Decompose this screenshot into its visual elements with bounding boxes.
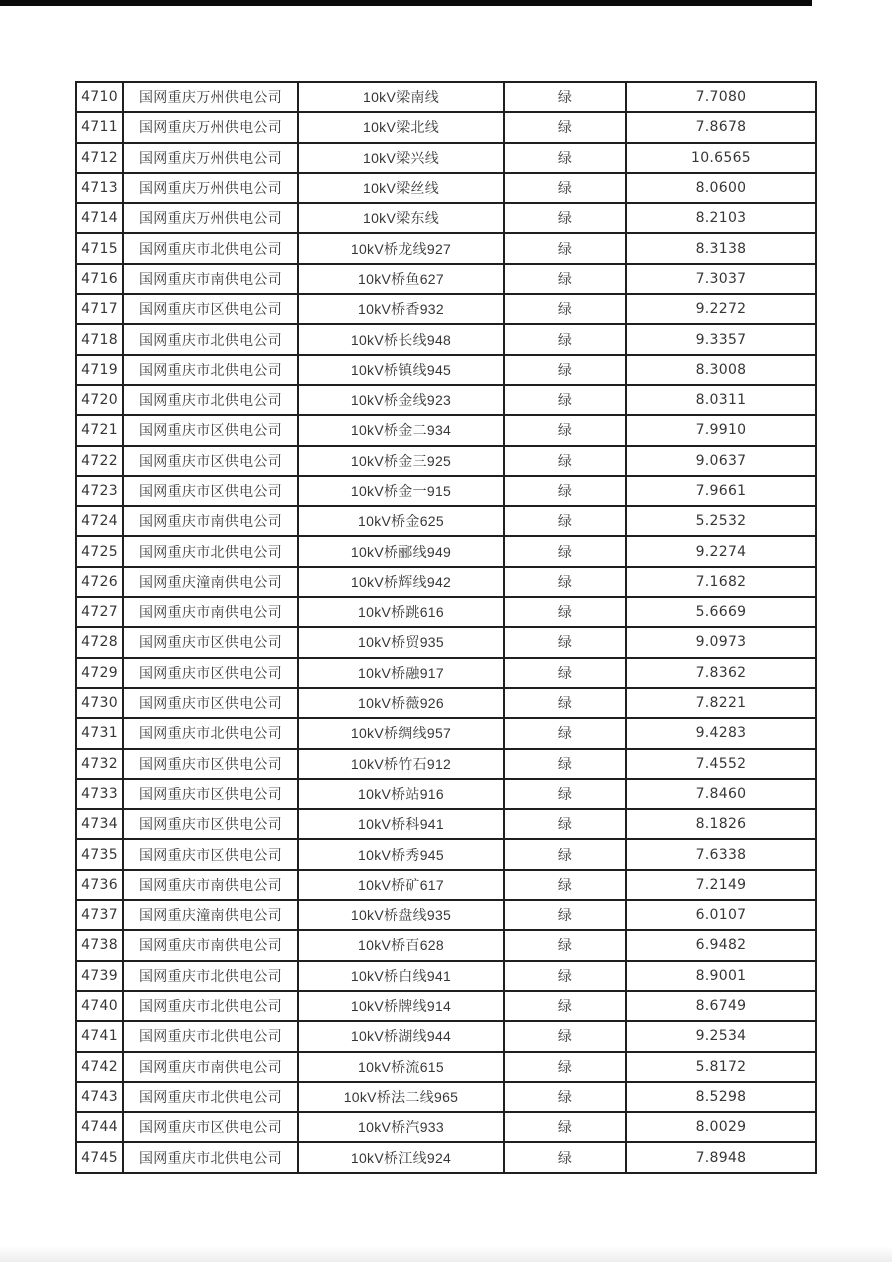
table-row: [76, 355, 816, 385]
status-cell: 绿: [504, 536, 626, 566]
line-cell: 10kV桥镇线945: [298, 355, 504, 385]
company-cell: 国网重庆市区供电公司: [123, 415, 298, 445]
line-cell: 10kV桥矿617: [298, 870, 504, 900]
company-cell: 国网重庆万州供电公司: [123, 173, 298, 203]
status-cell: 绿: [504, 930, 626, 960]
serial-cell: 4744: [76, 1112, 123, 1142]
status-cell: 绿: [504, 1021, 626, 1051]
value-cell: 9.3357: [626, 324, 816, 354]
power-line-report-table: [75, 81, 817, 1174]
value-cell: 7.1682: [626, 567, 816, 597]
line-cell: 10kV桥金一915: [298, 476, 504, 506]
value-cell: 9.2272: [626, 294, 816, 324]
line-cell: 10kV桥牌线914: [298, 991, 504, 1021]
serial-cell: 4715: [76, 233, 123, 263]
status-cell: 绿: [504, 1082, 626, 1112]
serial-cell: 4737: [76, 900, 123, 930]
table-row: [76, 567, 816, 597]
line-cell: 10kV桥贸935: [298, 627, 504, 657]
table-row: [76, 627, 816, 657]
company-cell: 国网重庆市北供电公司: [123, 355, 298, 385]
serial-cell: 4738: [76, 930, 123, 960]
value-cell: 8.0029: [626, 1112, 816, 1142]
line-cell: 10kV桥白线941: [298, 961, 504, 991]
value-cell: 8.2103: [626, 203, 816, 233]
value-cell: 8.0600: [626, 173, 816, 203]
table-row: [76, 173, 816, 203]
serial-cell: 4726: [76, 567, 123, 597]
line-cell: 10kV梁丝线: [298, 173, 504, 203]
serial-cell: 4728: [76, 627, 123, 657]
value-cell: 7.8678: [626, 112, 816, 142]
table-row: [76, 143, 816, 173]
status-cell: 绿: [504, 203, 626, 233]
status-cell: 绿: [504, 567, 626, 597]
line-cell: 10kV桥香932: [298, 294, 504, 324]
line-cell: 10kV桥汽933: [298, 1112, 504, 1142]
company-cell: 国网重庆市区供电公司: [123, 809, 298, 839]
company-cell: 国网重庆万州供电公司: [123, 203, 298, 233]
company-cell: 国网重庆市区供电公司: [123, 627, 298, 657]
table-row: [76, 900, 816, 930]
status-cell: 绿: [504, 446, 626, 476]
company-cell: 国网重庆市北供电公司: [123, 1082, 298, 1112]
serial-cell: 4721: [76, 415, 123, 445]
value-cell: 7.8948: [626, 1142, 816, 1172]
table-row: [76, 718, 816, 748]
status-cell: 绿: [504, 415, 626, 445]
company-cell: 国网重庆潼南供电公司: [123, 567, 298, 597]
status-cell: 绿: [504, 627, 626, 657]
serial-cell: 4725: [76, 536, 123, 566]
line-cell: 10kV桥融917: [298, 658, 504, 688]
company-cell: 国网重庆市北供电公司: [123, 991, 298, 1021]
serial-cell: 4713: [76, 173, 123, 203]
table-row: [76, 112, 816, 142]
company-cell: 国网重庆市区供电公司: [123, 749, 298, 779]
status-cell: 绿: [504, 809, 626, 839]
company-cell: 国网重庆市南供电公司: [123, 264, 298, 294]
company-cell: 国网重庆市北供电公司: [123, 385, 298, 415]
line-cell: 10kV桥盘线935: [298, 900, 504, 930]
value-cell: 10.6565: [626, 143, 816, 173]
value-cell: 7.8362: [626, 658, 816, 688]
table-row: [76, 264, 816, 294]
status-cell: 绿: [504, 658, 626, 688]
report-table-body: [76, 82, 816, 1173]
company-cell: 国网重庆市北供电公司: [123, 536, 298, 566]
value-cell: 5.6669: [626, 597, 816, 627]
company-cell: 国网重庆市区供电公司: [123, 688, 298, 718]
serial-cell: 4711: [76, 112, 123, 142]
company-cell: 国网重庆市南供电公司: [123, 870, 298, 900]
value-cell: 7.8460: [626, 779, 816, 809]
table-row: [76, 1082, 816, 1112]
line-cell: 10kV桥竹石912: [298, 749, 504, 779]
line-cell: 10kV桥金625: [298, 506, 504, 536]
value-cell: 7.8221: [626, 688, 816, 718]
value-cell: 6.9482: [626, 930, 816, 960]
value-cell: 7.3037: [626, 264, 816, 294]
table-row: [76, 385, 816, 415]
value-cell: 8.9001: [626, 961, 816, 991]
serial-cell: 4714: [76, 203, 123, 233]
serial-cell: 4740: [76, 991, 123, 1021]
serial-cell: 4731: [76, 718, 123, 748]
table-row: [76, 294, 816, 324]
serial-cell: 4743: [76, 1082, 123, 1112]
line-cell: 10kV桥郦线949: [298, 536, 504, 566]
table-row: [76, 991, 816, 1021]
status-cell: 绿: [504, 233, 626, 263]
table-row: [76, 82, 816, 112]
value-cell: 8.3138: [626, 233, 816, 263]
company-cell: 国网重庆市区供电公司: [123, 476, 298, 506]
line-cell: 10kV桥科941: [298, 809, 504, 839]
status-cell: 绿: [504, 112, 626, 142]
status-cell: 绿: [504, 82, 626, 112]
status-cell: 绿: [504, 779, 626, 809]
table-row: [76, 415, 816, 445]
serial-cell: 4736: [76, 870, 123, 900]
status-cell: 绿: [504, 294, 626, 324]
line-cell: 10kV桥秀945: [298, 839, 504, 869]
line-cell: 10kV桥金二934: [298, 415, 504, 445]
value-cell: 8.6749: [626, 991, 816, 1021]
table-row: [76, 536, 816, 566]
line-cell: 10kV桥绸线957: [298, 718, 504, 748]
serial-cell: 4717: [76, 294, 123, 324]
status-cell: 绿: [504, 1052, 626, 1082]
company-cell: 国网重庆市区供电公司: [123, 839, 298, 869]
table-row: [76, 961, 816, 991]
serial-cell: 4742: [76, 1052, 123, 1082]
line-cell: 10kV桥鱼627: [298, 264, 504, 294]
serial-cell: 4718: [76, 324, 123, 354]
table-row: [76, 476, 816, 506]
company-cell: 国网重庆市南供电公司: [123, 597, 298, 627]
line-cell: 10kV梁东线: [298, 203, 504, 233]
company-cell: 国网重庆市北供电公司: [123, 718, 298, 748]
company-cell: 国网重庆市南供电公司: [123, 506, 298, 536]
company-cell: 国网重庆万州供电公司: [123, 82, 298, 112]
value-cell: 8.0311: [626, 385, 816, 415]
page-top-edge-bar: [0, 0, 812, 6]
value-cell: 9.2534: [626, 1021, 816, 1051]
line-cell: 10kV桥跳616: [298, 597, 504, 627]
company-cell: 国网重庆市北供电公司: [123, 324, 298, 354]
value-cell: 9.4283: [626, 718, 816, 748]
serial-cell: 4727: [76, 597, 123, 627]
status-cell: 绿: [504, 991, 626, 1021]
line-cell: 10kV桥长线948: [298, 324, 504, 354]
status-cell: 绿: [504, 870, 626, 900]
line-cell: 10kV梁北线: [298, 112, 504, 142]
line-cell: 10kV桥法二线965: [298, 1082, 504, 1112]
value-cell: 7.4552: [626, 749, 816, 779]
value-cell: 5.8172: [626, 1052, 816, 1082]
status-cell: 绿: [504, 264, 626, 294]
value-cell: 9.2274: [626, 536, 816, 566]
table-row: [76, 1112, 816, 1142]
status-cell: 绿: [504, 506, 626, 536]
serial-cell: 4722: [76, 446, 123, 476]
line-cell: 10kV桥金三925: [298, 446, 504, 476]
company-cell: 国网重庆市区供电公司: [123, 446, 298, 476]
serial-cell: 4719: [76, 355, 123, 385]
status-cell: 绿: [504, 900, 626, 930]
company-cell: 国网重庆万州供电公司: [123, 112, 298, 142]
status-cell: 绿: [504, 355, 626, 385]
table-row: [76, 1052, 816, 1082]
company-cell: 国网重庆市北供电公司: [123, 961, 298, 991]
table-row: [76, 658, 816, 688]
line-cell: 10kV桥流615: [298, 1052, 504, 1082]
value-cell: 5.2532: [626, 506, 816, 536]
table-row: [76, 930, 816, 960]
table-row: [76, 597, 816, 627]
status-cell: 绿: [504, 143, 626, 173]
company-cell: 国网重庆市区供电公司: [123, 779, 298, 809]
value-cell: 8.3008: [626, 355, 816, 385]
table-row: [76, 506, 816, 536]
company-cell: 国网重庆市区供电公司: [123, 658, 298, 688]
serial-cell: 4724: [76, 506, 123, 536]
status-cell: 绿: [504, 324, 626, 354]
status-cell: 绿: [504, 839, 626, 869]
serial-cell: 4741: [76, 1021, 123, 1051]
table-row: [76, 1021, 816, 1051]
serial-cell: 4729: [76, 658, 123, 688]
table-row: [76, 1142, 816, 1172]
status-cell: 绿: [504, 385, 626, 415]
table-row: [76, 749, 816, 779]
value-cell: 7.9910: [626, 415, 816, 445]
value-cell: 9.0973: [626, 627, 816, 657]
serial-cell: 4716: [76, 264, 123, 294]
serial-cell: 4735: [76, 839, 123, 869]
value-cell: 7.9661: [626, 476, 816, 506]
company-cell: 国网重庆市南供电公司: [123, 1052, 298, 1082]
company-cell: 国网重庆潼南供电公司: [123, 900, 298, 930]
table-row: [76, 839, 816, 869]
value-cell: 6.0107: [626, 900, 816, 930]
value-cell: 7.2149: [626, 870, 816, 900]
line-cell: 10kV桥薇926: [298, 688, 504, 718]
serial-cell: 4732: [76, 749, 123, 779]
serial-cell: 4730: [76, 688, 123, 718]
line-cell: 10kV桥百628: [298, 930, 504, 960]
line-cell: 10kV桥龙线927: [298, 233, 504, 263]
table-row: [76, 203, 816, 233]
serial-cell: 4720: [76, 385, 123, 415]
serial-cell: 4745: [76, 1142, 123, 1172]
company-cell: 国网重庆市区供电公司: [123, 294, 298, 324]
table-row: [76, 446, 816, 476]
status-cell: 绿: [504, 476, 626, 506]
line-cell: 10kV梁南线: [298, 82, 504, 112]
company-cell: 国网重庆市北供电公司: [123, 233, 298, 263]
value-cell: 7.7080: [626, 82, 816, 112]
line-cell: 10kV桥湖线944: [298, 1021, 504, 1051]
serial-cell: 4723: [76, 476, 123, 506]
line-cell: 10kV桥江线924: [298, 1142, 504, 1172]
value-cell: 8.5298: [626, 1082, 816, 1112]
status-cell: 绿: [504, 173, 626, 203]
status-cell: 绿: [504, 718, 626, 748]
page-bottom-shade: [0, 1246, 892, 1262]
line-cell: 10kV桥站916: [298, 779, 504, 809]
line-cell: 10kV梁兴线: [298, 143, 504, 173]
company-cell: 国网重庆市北供电公司: [123, 1142, 298, 1172]
status-cell: 绿: [504, 749, 626, 779]
value-cell: 7.6338: [626, 839, 816, 869]
status-cell: 绿: [504, 1142, 626, 1172]
line-cell: 10kV桥辉线942: [298, 567, 504, 597]
company-cell: 国网重庆市南供电公司: [123, 930, 298, 960]
company-cell: 国网重庆万州供电公司: [123, 143, 298, 173]
company-cell: 国网重庆市区供电公司: [123, 1112, 298, 1142]
company-cell: 国网重庆市北供电公司: [123, 1021, 298, 1051]
table-row: [76, 233, 816, 263]
table-row: [76, 324, 816, 354]
serial-cell: 4733: [76, 779, 123, 809]
value-cell: 8.1826: [626, 809, 816, 839]
status-cell: 绿: [504, 597, 626, 627]
serial-cell: 4712: [76, 143, 123, 173]
status-cell: 绿: [504, 961, 626, 991]
line-cell: 10kV桥金线923: [298, 385, 504, 415]
serial-cell: 4734: [76, 809, 123, 839]
table-row: [76, 779, 816, 809]
table-row: [76, 688, 816, 718]
table-row: [76, 870, 816, 900]
value-cell: 9.0637: [626, 446, 816, 476]
table-row: [76, 809, 816, 839]
serial-cell: 4739: [76, 961, 123, 991]
status-cell: 绿: [504, 1112, 626, 1142]
serial-cell: 4710: [76, 82, 123, 112]
status-cell: 绿: [504, 688, 626, 718]
